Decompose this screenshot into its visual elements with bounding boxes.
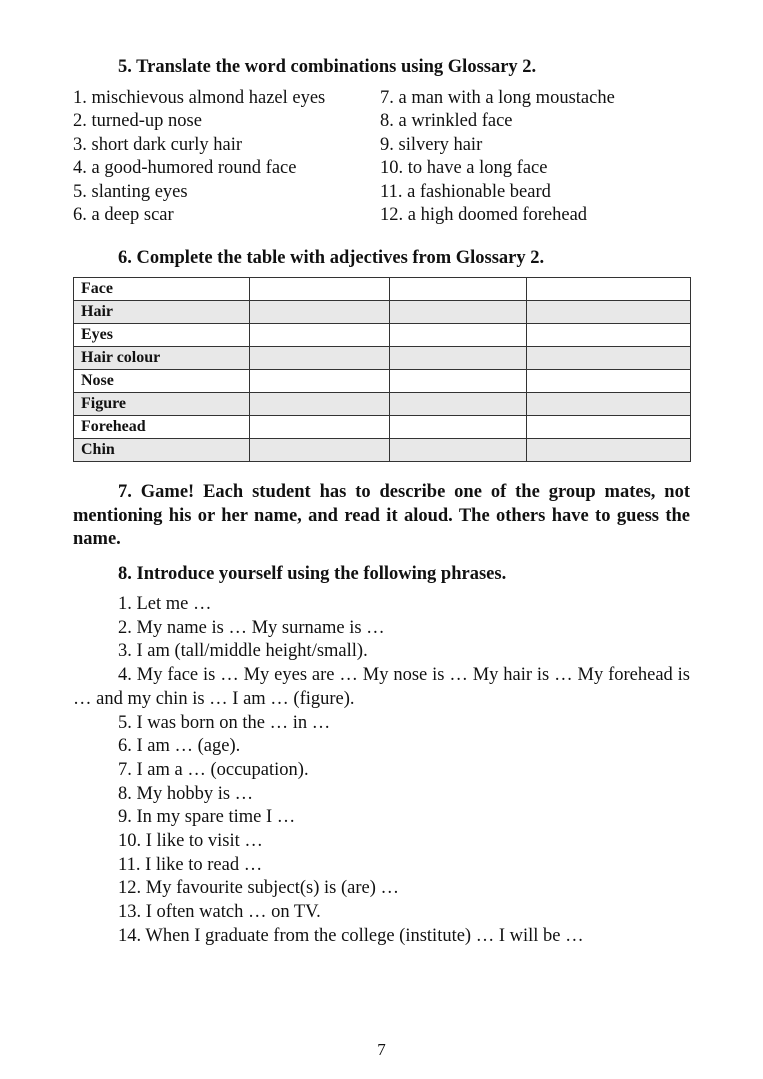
table-row-label: Forehead <box>74 416 250 439</box>
table-row-label: Face <box>74 278 250 301</box>
table-cell[interactable] <box>250 416 390 439</box>
list-item: 9. In my spare time I … <box>118 807 296 828</box>
table-row <box>74 324 691 347</box>
task8-list <box>73 593 690 949</box>
table-row <box>74 439 691 462</box>
table-row-label: Nose <box>74 370 250 393</box>
list-item: 2. turned-up nose <box>73 111 202 132</box>
table-row-label: Figure <box>74 393 250 416</box>
table-cell[interactable] <box>390 278 527 301</box>
list-item: 7. I am a … (occupation). <box>118 759 309 780</box>
table-cell[interactable] <box>390 439 527 462</box>
list-item: 4. a good-humored round face <box>73 158 297 179</box>
table-cell[interactable] <box>250 301 390 324</box>
list-item: 6. a deep scar <box>73 204 174 225</box>
table-cell[interactable] <box>527 301 691 324</box>
table-cell[interactable] <box>250 347 390 370</box>
list-item: 8. a wrinkled face <box>380 111 513 132</box>
list-item: 1. mischievous almond hazel eyes <box>73 88 326 108</box>
list-item: 5. slanting eyes <box>73 181 188 202</box>
table-row <box>74 416 691 439</box>
table-cell[interactable] <box>527 370 691 393</box>
list-item: 10. I like to visit … <box>118 831 263 852</box>
task8-heading: 8. Introduce yourself using the following phrases. <box>118 564 507 584</box>
table-cell[interactable] <box>527 278 691 301</box>
task5-heading: 5. Translate the word combinations using Glossary 2. <box>118 57 537 77</box>
task7-text: 7. Game! Each student has to describe one of the group mates, not mentioning his or her name, and read it aloud. The others have to guess the name. <box>73 482 690 549</box>
table-cell[interactable] <box>390 370 527 393</box>
table-cell[interactable] <box>527 439 691 462</box>
table-row <box>74 347 691 370</box>
table-cell[interactable] <box>390 416 527 439</box>
table-row-label: Eyes <box>74 324 250 347</box>
list-item: 14. When I graduate from the college (institute) … I will be … <box>118 925 584 946</box>
table-row <box>74 393 691 416</box>
list-item: 13. I often watch … on TV. <box>118 902 321 923</box>
list-item: 3. short dark curly hair <box>73 134 243 155</box>
table-row <box>74 301 691 324</box>
list-item: 9. silvery hair <box>380 134 483 155</box>
table-cell[interactable] <box>527 416 691 439</box>
list-item: 3. I am (tall/middle height/small). <box>118 641 368 662</box>
table-cell[interactable] <box>390 393 527 416</box>
list-item: 12. My favourite subject(s) is (are) … <box>118 878 400 899</box>
table-cell[interactable] <box>250 439 390 462</box>
list-item: 8. My hobby is … <box>118 783 254 804</box>
list-item: 5. I was born on the … in … <box>118 712 331 733</box>
list-item: 11. I like to read … <box>118 854 263 875</box>
table-row-label: Hair colour <box>74 347 250 370</box>
table-cell[interactable] <box>390 301 527 324</box>
page-number: 7 <box>377 1040 386 1059</box>
task6-heading: 6. Complete the table with adjectives from Glossary 2. <box>118 248 545 268</box>
table-cell[interactable] <box>250 393 390 416</box>
table-cell[interactable] <box>250 278 390 301</box>
table-cell[interactable] <box>250 324 390 347</box>
table-cell[interactable] <box>390 347 527 370</box>
table-cell[interactable] <box>527 347 691 370</box>
task5-left-list <box>73 87 325 227</box>
list-item: 10. to have a long face <box>380 158 548 179</box>
task5-right-list <box>380 87 615 227</box>
table-row-label: Chin <box>74 439 250 462</box>
table-row <box>74 278 691 301</box>
list-item: 6. I am … (age). <box>118 736 241 757</box>
list-item: 2. My name is … My surname is … <box>118 617 385 638</box>
list-item: 1. Let me … <box>118 594 212 614</box>
adjectives-table <box>73 277 691 462</box>
table-cell[interactable] <box>527 324 691 347</box>
table-cell[interactable] <box>527 393 691 416</box>
list-item: 12. a high doomed forehead <box>380 204 588 225</box>
table-cell[interactable] <box>390 324 527 347</box>
table-row <box>74 370 691 393</box>
list-item: 11. a fashionable beard <box>380 181 551 202</box>
list-item: 4. My face is … My eyes are … My nose is … My hair is … My forehead is … and my chin is … I am … (figure). <box>73 665 690 709</box>
list-item: 7. a man with a long moustache <box>380 88 615 108</box>
table-row-label: Hair <box>74 301 250 324</box>
table-cell[interactable] <box>250 370 390 393</box>
